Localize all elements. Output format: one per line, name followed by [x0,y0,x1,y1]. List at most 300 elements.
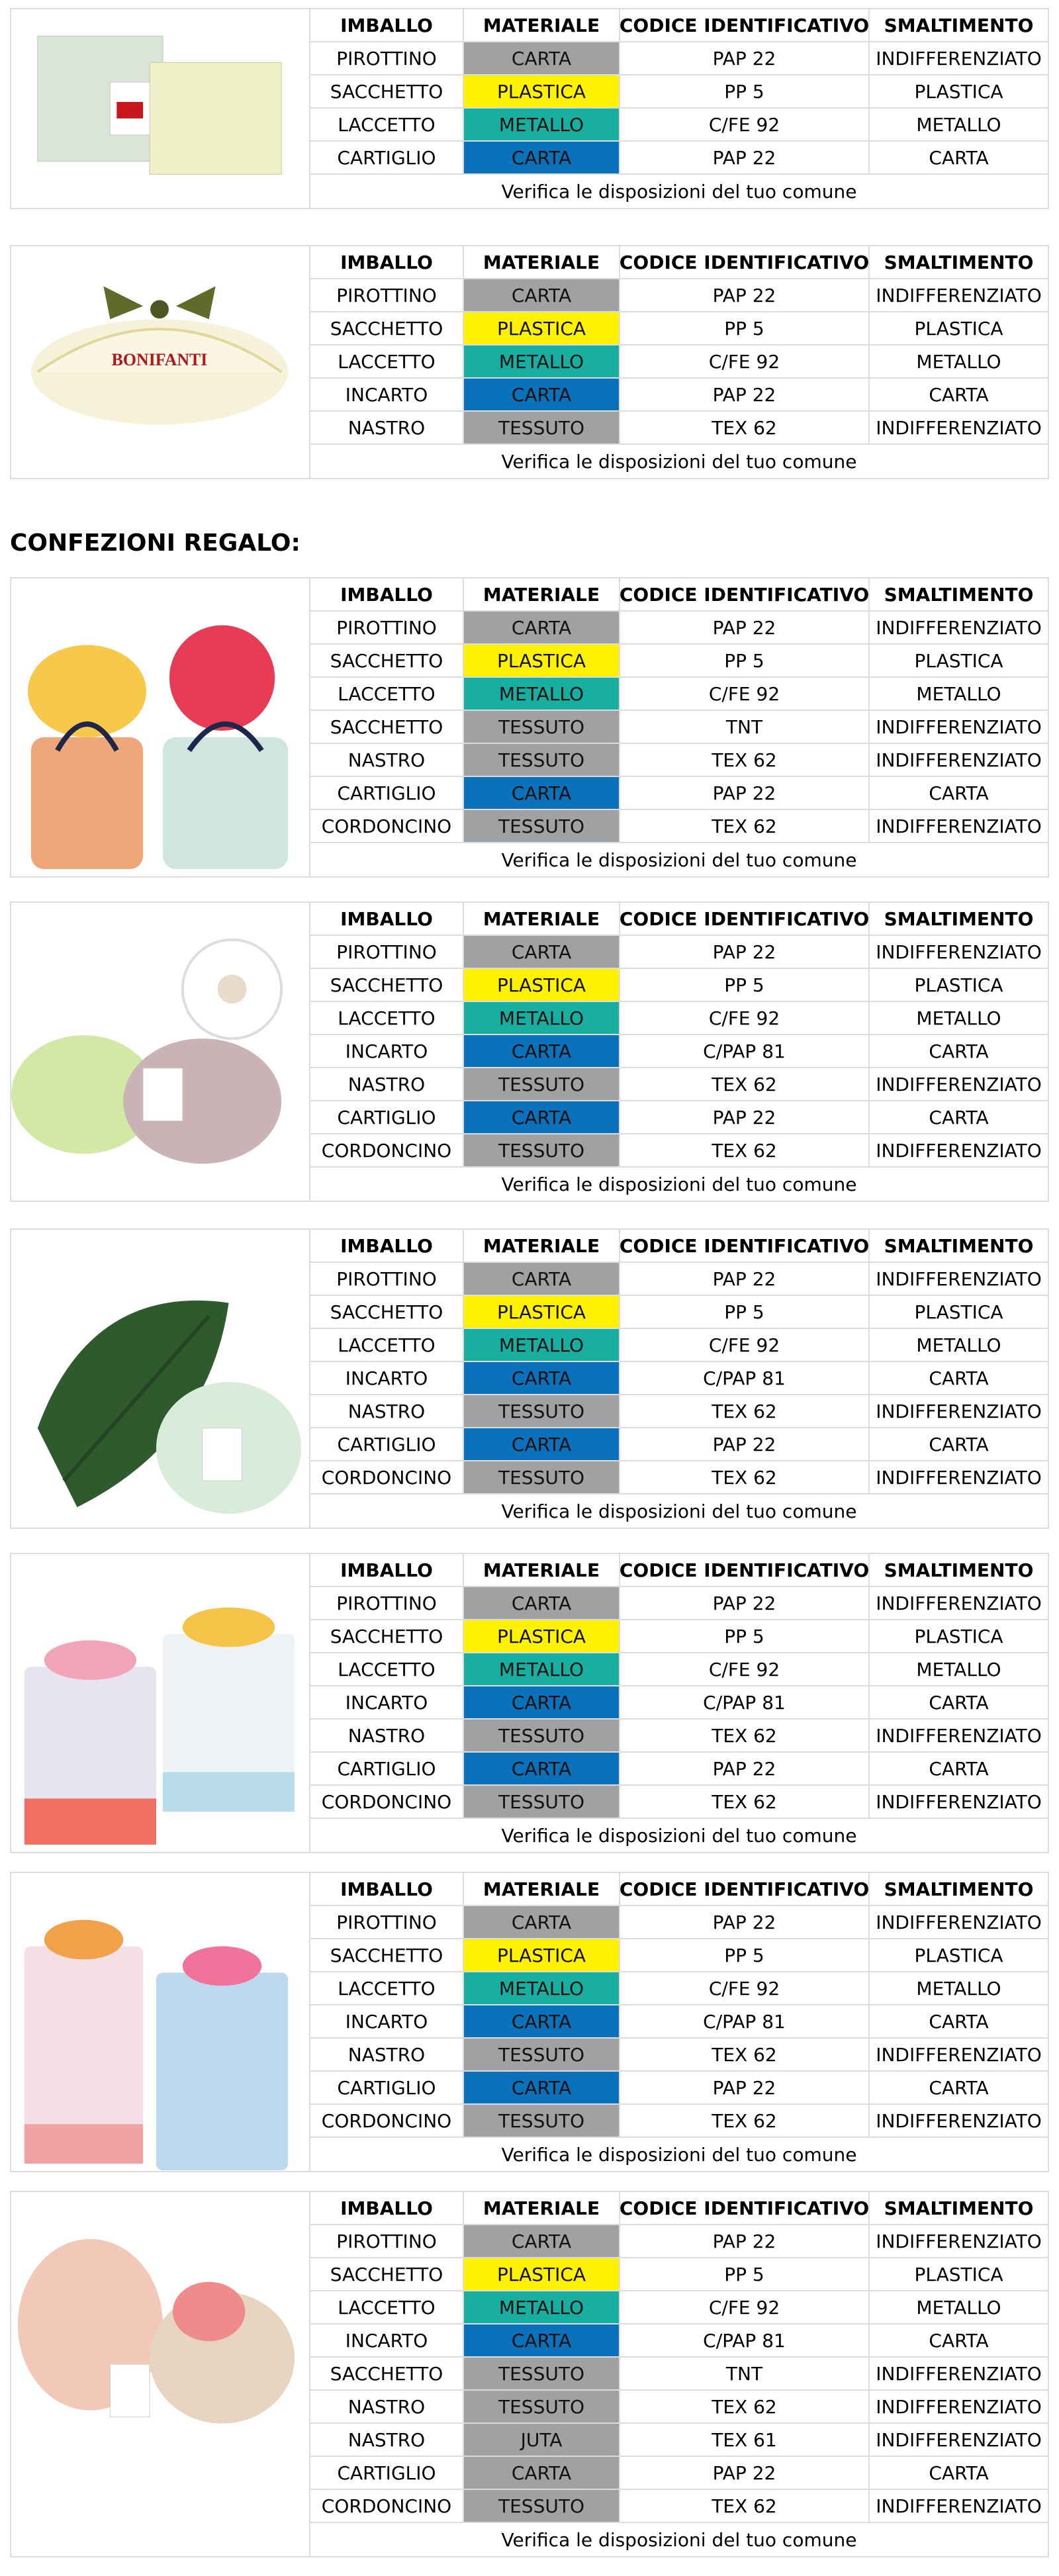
footer-note: Verifica le disposizioni del tuo comune [501,1824,857,1847]
codice-cell: PAP 22 [620,279,870,311]
smaltimento-cell: INDIFFERENZIATO [876,1466,1042,1489]
smaltimento-cell: INDIFFERENZIATO [876,47,1042,69]
materiale-cell: TESSUTO [464,2039,620,2070]
table-header-row [310,903,1048,936]
smaltimento-cell: INDIFFERENZIATO [876,1400,1042,1422]
packaging-table [310,1554,1048,1852]
header-codice: CODICE IDENTIFICATIVO [620,1554,870,1586]
materiale-cell: PLASTICA [464,969,620,1001]
smaltimento-cell: CARTA [929,1433,989,1455]
materiale-cell: CARTA [464,42,620,74]
codice-cell: PAP 22 [620,1263,870,1295]
header-codice: CODICE IDENTIFICATIVO [620,2192,870,2224]
codice-cell: C/FE 92 [620,1653,870,1685]
materiale-cell: CARTA [464,936,620,968]
header-materiale: MATERIALE [464,9,620,41]
imballo-cell: LACCETTO [310,2291,464,2323]
materiale-cell: TESSUTO [464,1134,620,1166]
codice-cell: C/FE 92 [620,678,870,710]
smaltimento-cell: INDIFFERENZIATO [876,715,1042,738]
codice-cell: PP 5 [620,1620,870,1652]
table-row [310,936,1048,969]
smaltimento-cell: CARTA [929,782,989,804]
imballo-cell: LACCETTO [310,109,464,140]
codice-cell: PP 5 [620,312,870,344]
table-row [310,379,1048,412]
table-row [310,1620,1048,1653]
packaging-block [10,1553,1049,1853]
table-row [310,345,1048,379]
imballo-cell: LACCETTO [310,345,464,377]
imballo-cell: SACCHETTO [310,2358,464,2389]
smaltimento-cell: PLASTICA [914,649,1003,672]
table-row [310,1972,1048,2005]
codice-cell: PAP 22 [620,1101,870,1133]
imballo-cell: CARTIGLIO [310,777,464,809]
materiale-cell: TESSUTO [464,1786,620,1817]
smaltimento-cell: CARTA [929,2076,989,2099]
smaltimento-cell: METALLO [916,1977,1001,2000]
header-imballo: IMBALLO [310,1230,464,1262]
footer-note: Verifica le disposizioni del tuo comune [501,450,857,473]
table-row [310,312,1048,345]
footer-note: Verifica le disposizioni del tuo comune [501,849,857,871]
header-materiale: MATERIALE [464,578,620,610]
table-row [310,2358,1048,2391]
gift-box-photo [11,9,310,208]
codice-cell: TEX 62 [620,1134,870,1166]
header-imballo: IMBALLO [310,246,464,278]
materiale-cell: TESSUTO [464,810,620,842]
imballo-cell: LACCETTO [310,678,464,710]
table-row [310,711,1048,744]
table-footer-row [310,1495,1048,1528]
header-smaltimento: SMALTIMENTO [884,1234,1034,1257]
footer-note: Verifica le disposizioni del tuo comune [501,1173,857,1195]
codice-cell: C/PAP 81 [620,1362,870,1394]
codice-cell: PAP 22 [620,2457,870,2489]
table-row [310,1263,1048,1296]
header-materiale: MATERIALE [464,903,620,935]
materiale-cell: METALLO [464,1002,620,1034]
codice-cell: PAP 22 [620,2225,870,2257]
smaltimento-cell: CARTA [929,2010,989,2033]
codice-cell: TNT [620,2358,870,2389]
table-row [310,969,1048,1002]
smaltimento-cell: INDIFFERENZIATO [876,616,1042,639]
smaltimento-cell: INDIFFERENZIATO [876,2230,1042,2252]
table-row [310,2324,1048,2358]
wrapped-panettone-photo [11,246,310,478]
codice-cell: PAP 22 [620,936,870,968]
header-codice: CODICE IDENTIFICATIVO [620,578,870,610]
imballo-cell: PIROTTINO [310,1587,464,1619]
smaltimento-cell: INDIFFERENZIATO [876,941,1042,963]
table-header-row [310,578,1048,612]
codice-cell: C/PAP 81 [620,2005,870,2037]
table-row [310,2105,1048,2138]
smaltimento-cell: INDIFFERENZIATO [876,2395,1042,2418]
smaltimento-cell: METALLO [916,1334,1001,1356]
codice-cell: TEX 62 [620,744,870,776]
packaging-table [310,246,1048,478]
materiale-cell: CARTA [464,1263,620,1295]
smaltimento-cell: CARTA [929,146,989,169]
table-row [310,2039,1048,2072]
imballo-cell: PIROTTINO [310,1263,464,1295]
materiale-cell: PLASTICA [464,2258,620,2290]
header-codice: CODICE IDENTIFICATIVO [620,246,870,278]
imballo-cell: CORDONCINO [310,1461,464,1493]
materiale-cell: CARTA [464,1753,620,1784]
materiale-cell: METALLO [464,109,620,140]
tropical-bags-photo [11,1554,310,1852]
imballo-cell: INCARTO [310,379,464,410]
smaltimento-cell: PLASTICA [914,974,1003,996]
header-imballo: IMBALLO [310,1873,464,1905]
footer-note: Verifica le disposizioni del tuo comune [501,2143,857,2166]
codice-cell: PAP 22 [620,142,870,173]
smaltimento-cell: INDIFFERENZIATO [876,1790,1042,1813]
materiale-cell: CARTA [464,1587,620,1619]
imballo-cell: CORDONCINO [310,2490,464,2522]
materiale-cell: CARTA [464,2072,620,2103]
materiale-cell: CARTA [464,777,620,809]
codice-cell: PAP 22 [620,612,870,643]
imballo-cell: SACCHETTO [310,645,464,676]
smaltimento-cell: INDIFFERENZIATO [876,416,1042,439]
packaging-table [310,578,1048,876]
materiale-cell: METALLO [464,345,620,377]
smaltimento-cell: CARTA [929,2329,989,2352]
table-row [310,612,1048,645]
materiale-cell: PLASTICA [464,1296,620,1328]
table-header-row [310,9,1048,42]
table-row [310,2424,1048,2457]
header-codice: CODICE IDENTIFICATIVO [620,1230,870,1262]
codice-cell: TEX 62 [620,2391,870,2422]
codice-cell: TEX 62 [620,1068,870,1100]
imballo-cell: PIROTTINO [310,936,464,968]
table-row [310,1653,1048,1686]
materiale-cell: CARTA [464,2005,620,2037]
codice-cell: C/FE 92 [620,2291,870,2323]
table-row [310,279,1048,312]
imballo-cell: LACCETTO [310,1972,464,2004]
materiale-cell: CARTA [464,1686,620,1718]
smaltimento-cell: METALLO [916,113,1001,136]
table-row [310,1753,1048,1786]
header-imballo: IMBALLO [310,1554,464,1586]
imballo-cell: NASTRO [310,1720,464,1751]
header-codice: CODICE IDENTIFICATIVO [620,903,870,935]
smaltimento-cell: CARTA [929,1040,989,1062]
materiale-cell: CARTA [464,142,620,173]
smaltimento-cell: METALLO [916,1007,1001,1029]
table-row [310,2457,1048,2490]
imballo-cell: LACCETTO [310,1653,464,1685]
imballo-cell: CORDONCINO [310,1786,464,1817]
imballo-cell: INCARTO [310,2005,464,2037]
smaltimento-cell: INDIFFERENZIATO [876,1911,1042,1933]
materiale-cell: TESSUTO [464,744,620,776]
smaltimento-cell: INDIFFERENZIATO [876,2362,1042,2385]
smaltimento-cell: CARTA [929,1757,989,1780]
imballo-cell: SACCHETTO [310,1620,464,1652]
codice-cell: PAP 22 [620,777,870,809]
materiale-cell: CARTA [464,1428,620,1460]
table-row [310,2291,1048,2324]
header-materiale: MATERIALE [464,1873,620,1905]
codice-cell: PAP 22 [620,1906,870,1938]
materiale-cell: CARTA [464,2324,620,2356]
footer-note: Verifica le disposizioni del tuo comune [501,1500,857,1522]
table-header-row [310,2192,1048,2225]
header-imballo: IMBALLO [310,578,464,610]
table-row [310,645,1048,678]
materiale-cell: TESSUTO [464,2105,620,2137]
imballo-cell: NASTRO [310,2039,464,2070]
table-footer-row [310,1168,1048,1201]
smaltimento-cell: METALLO [916,1658,1001,1680]
materiale-cell: PLASTICA [464,312,620,344]
table-row [310,777,1048,810]
smaltimento-cell: INDIFFERENZIATO [876,2428,1042,2451]
table-row [310,2005,1048,2039]
codice-cell: TEX 62 [620,2039,870,2070]
table-row [310,1461,1048,1495]
header-imballo: IMBALLO [310,9,464,41]
codice-cell: TEX 62 [620,1720,870,1751]
table-row [310,1906,1048,1939]
codice-cell: TEX 61 [620,2424,870,2456]
materiale-cell: METALLO [464,1972,620,2004]
materiale-cell: CARTA [464,379,620,410]
smaltimento-cell: METALLO [916,682,1001,705]
materiale-cell: PLASTICA [464,1939,620,1971]
smaltimento-cell: INDIFFERENZIATO [876,1139,1042,1162]
smaltimento-cell: INDIFFERENZIATO [876,1073,1042,1095]
table-footer-row [310,2523,1048,2556]
leaf-cushion-photo [11,1230,310,1528]
codice-cell: C/PAP 81 [620,1686,870,1718]
imballo-cell: INCARTO [310,1035,464,1067]
smaltimento-cell: PLASTICA [914,2263,1003,2285]
codice-cell: C/FE 92 [620,1002,870,1034]
imballo-cell: SACCHETTO [310,969,464,1001]
codice-cell: TEX 62 [620,2105,870,2137]
imballo-cell: SACCHETTO [310,1296,464,1328]
packaging-table [310,903,1048,1201]
imballo-cell: CORDONCINO [310,810,464,842]
materiale-cell: CARTA [464,279,620,311]
materiale-cell: TESSUTO [464,1395,620,1427]
materiale-cell: CARTA [464,1362,620,1394]
slippers-gift-photo [11,2192,310,2556]
imballo-cell: NASTRO [310,1395,464,1427]
materiale-cell: TESSUTO [464,1720,620,1751]
table-row [310,2490,1048,2523]
codice-cell: TEX 62 [620,2490,870,2522]
packaging-table [310,1230,1048,1528]
table-row [310,744,1048,777]
imballo-cell: SACCHETTO [310,75,464,107]
packaging-table [310,1873,1048,2171]
materiale-cell: CARTA [464,1906,620,1938]
imballo-cell: PIROTTINO [310,279,464,311]
codice-cell: TEX 62 [620,1786,870,1817]
table-row [310,2258,1048,2291]
table-footer-row [310,2138,1048,2171]
materiale-cell: CARTA [464,2457,620,2489]
packaging-block [10,8,1049,209]
table-row [310,1101,1048,1134]
table-row [310,1587,1048,1620]
codice-cell: C/FE 92 [620,345,870,377]
codice-cell: PP 5 [620,969,870,1001]
smaltimento-cell: INDIFFERENZIATO [876,2109,1042,2132]
materiale-cell: PLASTICA [464,1620,620,1652]
packaging-block [10,2191,1049,2557]
table-footer-row [310,175,1048,208]
smaltimento-cell: INDIFFERENZIATO [876,284,1042,306]
table-row [310,2225,1048,2258]
codice-cell: TNT [620,711,870,743]
smaltimento-cell: PLASTICA [914,317,1003,340]
header-codice: CODICE IDENTIFICATIVO [620,9,870,41]
packaging-block [10,1228,1049,1529]
header-materiale: MATERIALE [464,1554,620,1586]
smaltimento-cell: CARTA [929,1367,989,1389]
footer-note: Verifica le disposizioni del tuo comune [501,180,857,203]
imballo-cell: INCARTO [310,2324,464,2356]
table-row [310,810,1048,843]
imballo-cell: CORDONCINO [310,2105,464,2137]
header-smaltimento: SMALTIMENTO [884,14,1034,36]
header-smaltimento: SMALTIMENTO [884,1878,1034,1900]
smaltimento-cell: PLASTICA [914,80,1003,103]
smaltimento-cell: INDIFFERENZIATO [876,1267,1042,1290]
table-row [310,1939,1048,1972]
table-row [310,412,1048,445]
imballo-cell: CARTIGLIO [310,1101,464,1133]
imballo-cell: CARTIGLIO [310,142,464,173]
packaging-table [310,2192,1048,2556]
imballo-cell: NASTRO [310,744,464,776]
materiale-cell: TESSUTO [464,1068,620,1100]
packaging-block [10,1872,1049,2172]
gift-bags-photo [11,578,310,876]
codice-cell: PP 5 [620,2258,870,2290]
codice-cell: TEX 62 [620,1461,870,1493]
materiale-cell: PLASTICA [464,75,620,107]
flower-gift-photo [11,903,310,1201]
table-row [310,678,1048,711]
svg-text:BONIFANTI: BONIFANTI [111,349,208,369]
header-codice: CODICE IDENTIFICATIVO [620,1873,870,1905]
smaltimento-cell: PLASTICA [914,1944,1003,1966]
table-row [310,1068,1048,1101]
codice-cell: PAP 22 [620,2072,870,2103]
materiale-cell: TESSUTO [464,412,620,443]
imballo-cell: CARTIGLIO [310,2072,464,2103]
table-row [310,2391,1048,2424]
materiale-cell: TESSUTO [464,1461,620,1493]
table-row [310,109,1048,142]
codice-cell: PAP 22 [620,42,870,74]
imballo-cell: NASTRO [310,412,464,443]
table-row [310,1134,1048,1168]
codice-cell: C/PAP 81 [620,1035,870,1067]
smaltimento-cell: INDIFFERENZIATO [876,1724,1042,1747]
materiale-cell: PLASTICA [464,645,620,676]
header-imballo: IMBALLO [310,2192,464,2224]
codice-cell: TEX 62 [620,412,870,443]
table-row [310,1686,1048,1720]
table-row [310,42,1048,75]
table-row [310,1720,1048,1753]
codice-cell: C/FE 92 [620,1972,870,2004]
table-row [310,1786,1048,1819]
smaltimento-cell: INDIFFERENZIATO [876,749,1042,771]
table-row [310,75,1048,109]
drawstring-bags-photo [11,1873,310,2171]
header-imballo: IMBALLO [310,903,464,935]
imballo-cell: LACCETTO [310,1002,464,1034]
header-materiale: MATERIALE [464,2192,620,2224]
table-row [310,1362,1048,1395]
section-title: CONFEZIONI REGALO: [10,529,300,557]
smaltimento-cell: CARTA [929,2461,989,2484]
header-smaltimento: SMALTIMENTO [884,1559,1034,1581]
table-header-row [310,1230,1048,1263]
header-materiale: MATERIALE [464,246,620,278]
header-smaltimento: SMALTIMENTO [884,907,1034,930]
table-row [310,1395,1048,1428]
table-row [310,1002,1048,1035]
codice-cell: PAP 22 [620,379,870,410]
table-row [310,2072,1048,2105]
codice-cell: PP 5 [620,645,870,676]
imballo-cell: PIROTTINO [310,1906,464,1938]
materiale-cell: METALLO [464,1329,620,1361]
smaltimento-cell: CARTA [929,383,989,406]
materiale-cell: METALLO [464,2291,620,2323]
packaging-block [10,245,1049,479]
smaltimento-cell: INDIFFERENZIATO [876,1592,1042,1614]
imballo-cell: PIROTTINO [310,42,464,74]
codice-cell: PP 5 [620,1296,870,1328]
materiale-cell: METALLO [464,678,620,710]
imballo-cell: CARTIGLIO [310,2457,464,2489]
imballo-cell: PIROTTINO [310,2225,464,2257]
table-row [310,1329,1048,1362]
imballo-cell: SACCHETTO [310,1939,464,1971]
materiale-cell: CARTA [464,1035,620,1067]
table-footer-row [310,843,1048,876]
table-row [310,1296,1048,1329]
header-smaltimento: SMALTIMENTO [884,583,1034,606]
smaltimento-cell: CARTA [929,1106,989,1128]
packaging-block [10,901,1049,1202]
imballo-cell: CORDONCINO [310,1134,464,1166]
footer-note: Verifica le disposizioni del tuo comune [501,2528,857,2551]
codice-cell: C/PAP 81 [620,2324,870,2356]
smaltimento-cell: CARTA [929,1691,989,1714]
packaging-block [10,577,1049,878]
packaging-table [310,9,1048,208]
imballo-cell: CARTIGLIO [310,1753,464,1784]
